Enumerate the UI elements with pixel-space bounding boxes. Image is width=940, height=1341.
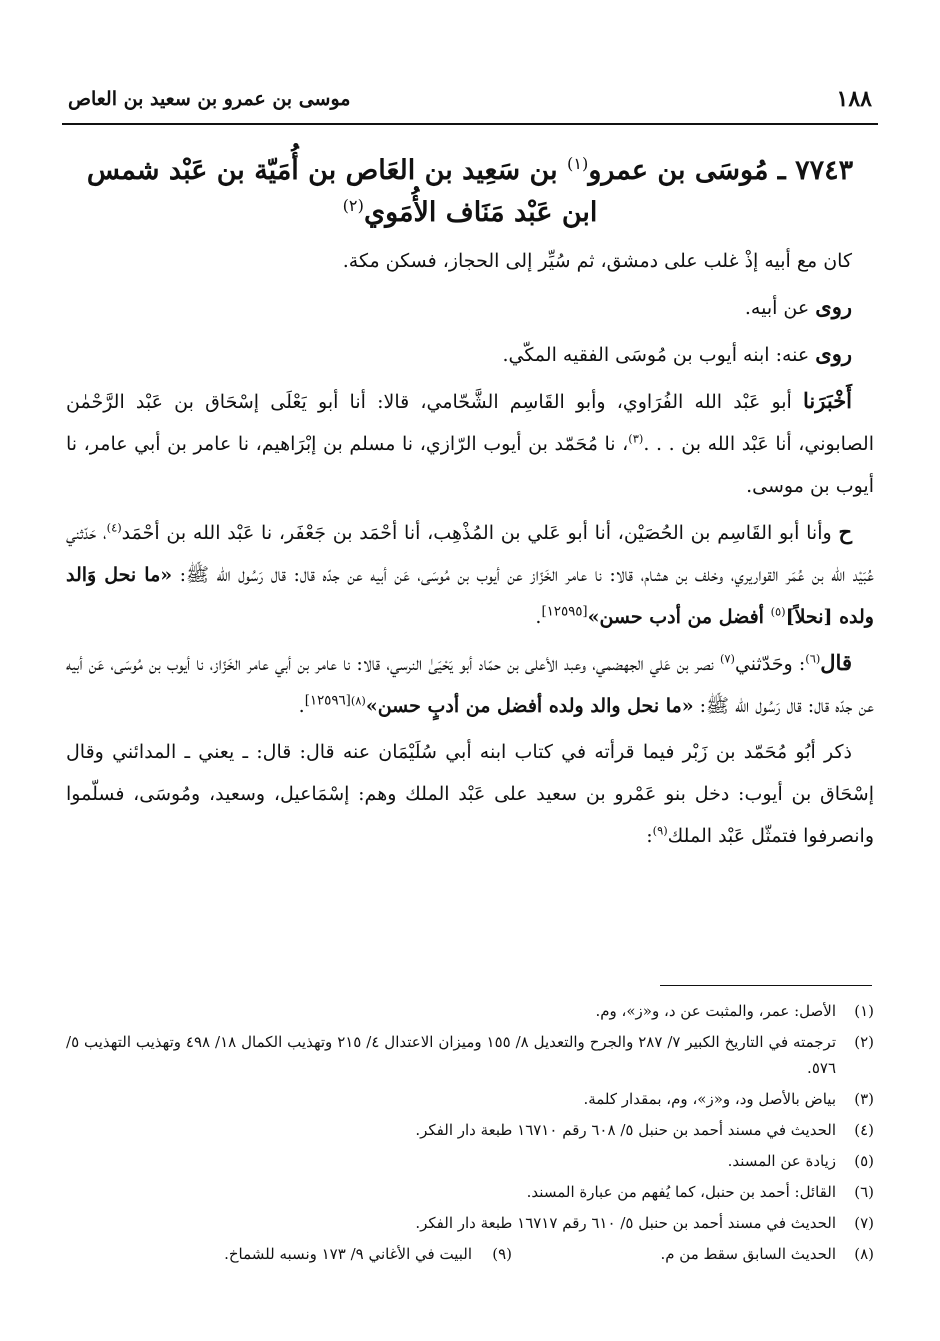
entry-heading-line-2 [66, 192, 874, 234]
footnote-5 [66, 1148, 874, 1174]
footnote-number: (٩) [492, 1245, 512, 1263]
hadith-number-1: [١٢٥٩٥] [541, 604, 588, 620]
keyword-qala: قال [820, 650, 852, 675]
footnote-text: الحديث في مسند أحمد بن حنبل ٥/ ٦٠٨ رقم ١٦٧١٠ طبعة دار الفكر. [415, 1121, 836, 1139]
hadith-text-1a: «ما نحل وَالد ولده [نحلاً] [66, 564, 874, 628]
period: . [535, 606, 542, 628]
footnote-ref-8: (٨) [350, 693, 366, 708]
paragraph-report [66, 731, 874, 857]
footnote-1 [66, 998, 874, 1024]
footnote-2 [66, 1029, 874, 1081]
footnote-number: (٢) [854, 1033, 874, 1051]
isnad-2-text-b: ، حَدّثني عُبَيْد الله بن عُمَر القواريري، وخلف بن هشام، قالا: نا عامر الخَزّاز عن أيوب بن مُوسَى، عَن أبيه عن جدّه قال: قال رَسُول الله ﷺ: [66, 522, 874, 586]
footnote-number: (٤) [854, 1121, 874, 1139]
footnote-ref-9: (٩) [652, 823, 668, 838]
footnote-ref-2: (٢) [342, 196, 364, 215]
footnote-ref-3: (٣) [628, 431, 644, 446]
paragraph-narrated-by-text: عنه: ابنه أيوب بن مُوسَى الفقيه المكّي. [502, 344, 816, 366]
footnote-ref-6: (٦) [805, 651, 821, 666]
hadith-number-2: [١٢٥٩٦] [304, 693, 351, 709]
paragraph-narrated-from [66, 286, 874, 329]
footnote-number: (٦) [854, 1183, 874, 1201]
paragraph-isnad-2 [66, 511, 874, 638]
footnote-4 [66, 1117, 874, 1143]
keyword-rawa: روى [815, 294, 852, 319]
footnote-8-9 [66, 1241, 874, 1267]
isnad-1-text-a: أبو عَبْد الله الفُرَاوي، وأبو القَاسِم الشَّحّامي، قالا: أنا أبو يَعْلَى إسْحَاق بن عَبْد الرَّحْمٰن الصابوني، أنا عَبْد الله بن . . . [66, 391, 874, 455]
keyword-akhbarana: أَخْبَرَنا [803, 388, 853, 413]
footnote-text: الحديث في مسند أحمد بن حنبل ٥/ ٦١٠ رقم ١٦٧١٧ طبعة دار الفكر. [415, 1214, 836, 1232]
footnote-3 [66, 1086, 874, 1112]
footnote-ref-4: (٤) [106, 520, 122, 535]
footnote-ref-7: (٧) [719, 651, 735, 666]
paragraph-bio [66, 240, 874, 282]
footnote-text: الحديث السابق سقط من م. [660, 1245, 836, 1263]
page-number: ١٨٨ [836, 86, 872, 112]
footnote-7 [66, 1210, 874, 1236]
footnote-text: القائل: أحمد بن حنبل، كما يُفهم من عبارة المسند. [526, 1183, 836, 1201]
footnote-number: (٨) [854, 1245, 874, 1263]
footnote-ref-1: (١) [566, 154, 589, 173]
footnote-text: البيت في الأغاني ٩/ ١٧٣ ونسبه للشماخ. [224, 1245, 472, 1263]
paragraph-isnad-3 [66, 642, 874, 727]
footnote-number: (٥) [854, 1152, 874, 1170]
paragraph-narrated-from-text: عن أبيه. [744, 297, 816, 319]
paragraph-narrated-by [66, 333, 874, 376]
entry-heading [66, 150, 874, 234]
page-body [66, 150, 874, 857]
footnote-text: ترجمته في التاريخ الكبير ٧/ ٢٨٧ والجرح والتعديل ٨/ ١٥٥ وميزان الاعتدال ٤/ ٢١٥ وتهذيب الكمال ١٨/ ٤٩٨ وتهذيب التهذيب ٥/ ٥٧٦. [66, 1033, 836, 1077]
hadith-text-1b: أفضل من أدب حسن» [587, 606, 771, 628]
footnote-text: بياض بالأصل ود، و«ز»، وم، بمقدار كلمة. [583, 1090, 836, 1108]
colon: : [646, 825, 653, 847]
keyword-rawa: روى [815, 341, 852, 366]
paragraph-bio-text: كان مع أبيه إذْ غلب على دمشق، ثم سُيِّر إلى الحجاز، فسكن مكة. [342, 250, 852, 272]
running-head [62, 86, 878, 116]
footnote-number: (١) [854, 1002, 874, 1020]
footnote-number: (٣) [854, 1090, 874, 1108]
isnad-3-text-a: : وحَدّثني [734, 653, 806, 675]
isnad-3-text-b: نصر بن عَلي الجهضمي، وعبد الأعلى بن حمّاد أبو يَحْيَىٰ النرسي، قالا: نا عامر بن أبي عامر الخَزّاز، نا أيوب بن مُوسَى، عَن أبيه عن جدّه قال: قال رَسُول الله ﷺ: [66, 653, 874, 717]
entry-heading-number-name: ٧٧٤٣ ـ مُوسَى بن عمرو [588, 155, 854, 186]
entry-heading-line-1 [66, 150, 874, 192]
footnote-text: الأصل: عمر، والمثبت عن د، و«ز»، وم. [595, 1002, 836, 1020]
period: . [298, 695, 305, 717]
paragraph-isnad-1 [66, 380, 874, 507]
header-rule [62, 123, 878, 125]
entry-heading-lineage: بن سَعِيد بن العَاص بن أُمَيّة بن عَبْد شمس [86, 155, 567, 186]
keyword-ha: ح [838, 519, 852, 544]
isnad-1-text-b: ، نا مُحَمّد بن أيوب الرّازي، نا مسلم بن إبْرَاهيم، نا عامر بن أبي عامر، نا أيوب بن موسى. [66, 433, 874, 497]
footnote-rule [660, 985, 872, 986]
isnad-2-text-a: وأنا أبو القَاسِم بن الحُصَيْن، أنا أبو عَلي بن المُذْهِب، أنا أحْمَد بن جَعْفَر، نا عَبْد الله بن أحْمَد [121, 522, 839, 544]
footnote-number: (٧) [854, 1214, 874, 1232]
report-text: ذكر أبُو مُحَمّد بن زَبْر فيما قرأته في كتاب ابنه أبي سُلَيْمَان عنه قال: قال: ـ يعني ـ المدائني وقال إسْحَاق بن أيوب: دخل بنو عَمْرو بن سعيد على عَبْد الملك وهم: إسْمَاعيل، وسعيد، ومُوسَى، فسلّموا وانصرفوا فتمثّل عَبْد الملك [66, 741, 874, 847]
footnote-text: زيادة عن المسند. [727, 1152, 836, 1170]
running-title: موسى بن عمرو بن سعيد بن العاص [68, 88, 351, 110]
footnote-ref-5: (٥) [770, 604, 786, 619]
footnote-6 [66, 1179, 874, 1205]
hadith-text-2: «ما نحل والد ولده أفضل من أدبٍ حسن» [365, 695, 694, 717]
entry-heading-lineage-2: ابن عَبْد مَنَاف الأُمَوي [363, 197, 598, 228]
footnotes [66, 998, 874, 1272]
